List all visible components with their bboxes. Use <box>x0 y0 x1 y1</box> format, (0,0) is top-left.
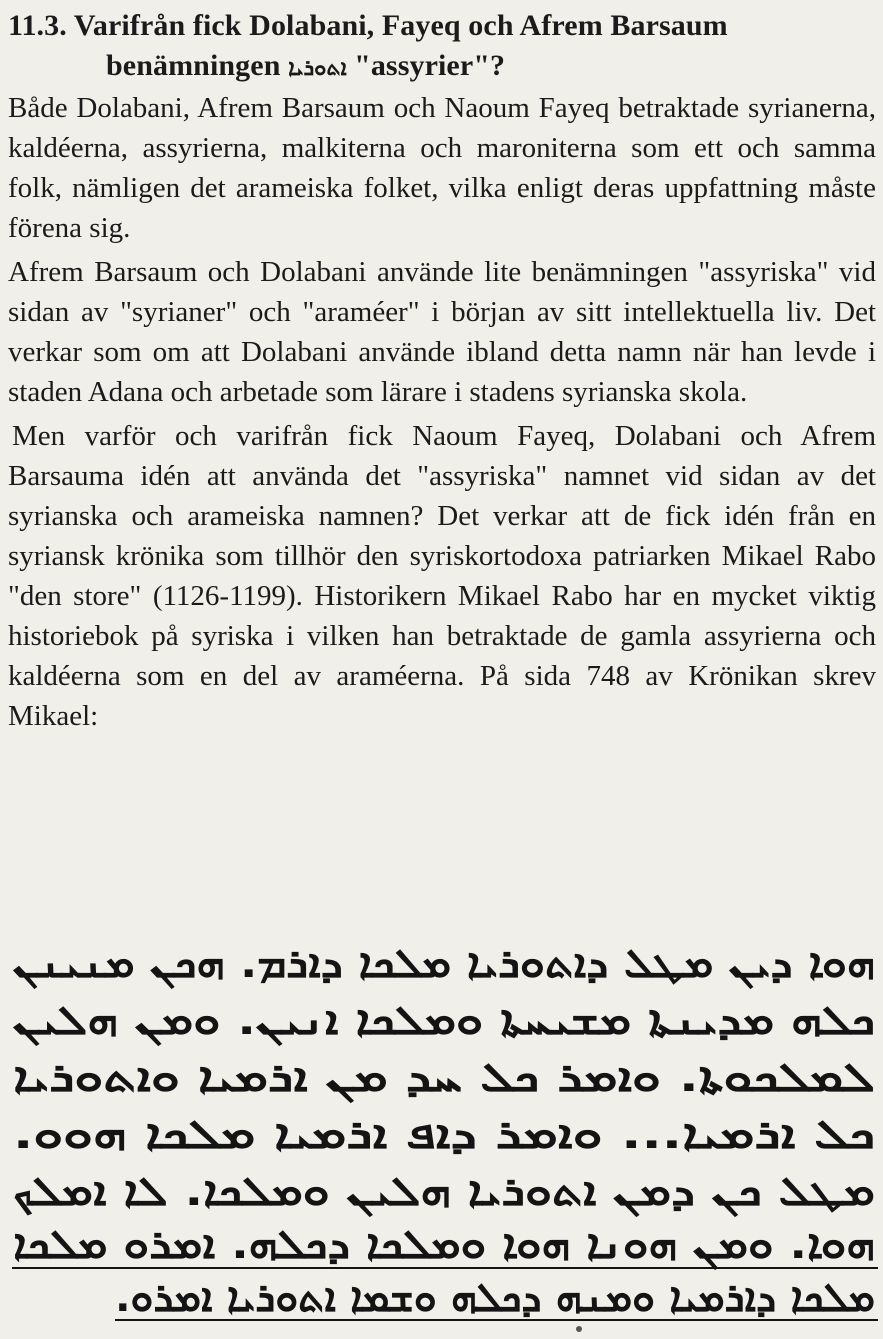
syriac-line-5: ܡܛܠ ܟܢ ܕܡܢ ܐܬܘܪܝܐ ܗܠܝܢ ܘܡܠܟܐ. ܠܐ ܐܡܠܟ <box>13 1169 726 1215</box>
heading-line-1: 11.3. Varifrån fick Dolabani, Fayeq och Afrem Barsaum <box>8 9 728 42</box>
paragraph-3: Men varför och varifrån fick Naoum Fayeq, Dolabani och Afrem Barsauma idén att använda det "assyriska" namnet vid sidan av det syrianska och arameiska namnen? Det verkar att de fick idén från en syriansk krönika som tillhör den syriskortodoxa patriarken Mikael Rabo "den store" (1126-1199). Historikern Mikael Rabo har en mycket viktig historiebok på syriska i vilken han betraktade de gamla assyrierna och kaldéerna som en del av araméerna. På sida 748 av Krönikan skrev Mikael: <box>8 420 876 732</box>
syriac-line-2: ܟܠܗ ܡܕܝܢܬܐ ܡܫܝܚܬܐ ܘܡܠܟܐ ܐܢܝܢ. ܘܡܢ ܗܠܝܢ <box>13 998 720 1044</box>
heading-line-2 <box>8 46 876 89</box>
syriac-line-6: ܗܘܐ. ܘܡܢ ܗܘܢܐ ܗܘܐ ܘܡܠܟܐ ܕܟܠܗ. ܐܡܪܘ ܡܠܟܐ <box>13 1222 766 1268</box>
syriac-line-1: ܗܘܐ ܕܝܢ ܡܛܠ ܕܐܬܘܪܝܐ ܡܠܟܐ ܕܐܪܡ. ܗܟܢ ܡܢܝܢܢ <box>13 941 782 987</box>
paragraph-2: Afrem Barsaum och Dolabani använde lite benämningen "assyriska" vid sidan av "syrianer" och "araméer" i början av sitt intellektuella liv. Det verkar som om att Dolabani använde ibland detta namn när han levde i staden Adana och arbetade som lärare i stadens syrianska skola. <box>8 256 876 408</box>
syriac-line-7: ܡܠܟܐ ܕܐܪܡܝܐ ܘܡܢܗ ܕܟܠܗ ܘܫܡܐ ܐܬܘܪܝܐ ܐܡܪܘ. <box>115 1275 875 1321</box>
paragraph-1: Både Dolabani, Afrem Barsaum och Naoum Fayeq betraktade syrianerna, kaldéerna, assyrierna, malkiterna och maroniterna som ett och samma folk, nämligen det arameiska folket, vilka enligt deras uppfattning måste förena sig. <box>8 92 876 244</box>
scan-speck <box>576 1326 582 1332</box>
section-heading <box>8 6 876 89</box>
body-text <box>8 88 876 740</box>
heading-line-2-suffix: "assyrier"? <box>354 49 506 82</box>
heading-line-2-prefix: benämningen <box>106 49 281 82</box>
syriac-quote-block <box>0 925 883 1325</box>
syriac-quote-svg <box>0 925 883 1325</box>
syriac-line-3: ܠܡܠܟܘܬܐ. ܘܐܡܪ ܟܠ ܚܕ ܡܢ ܐܪܡܝܐ ܘܐܬܘܪܝܐ <box>13 1055 679 1101</box>
heading-syriac-word: ܐܬܘܪܝܐ <box>288 56 347 81</box>
syriac-line-4: ܟܠ ܐܪܡܝܐ... ܘܐܡܪ ܕܐܦ ܐܪܡܝܐ ܡܠܟܐ ܗܘܘ. <box>13 1112 875 1158</box>
